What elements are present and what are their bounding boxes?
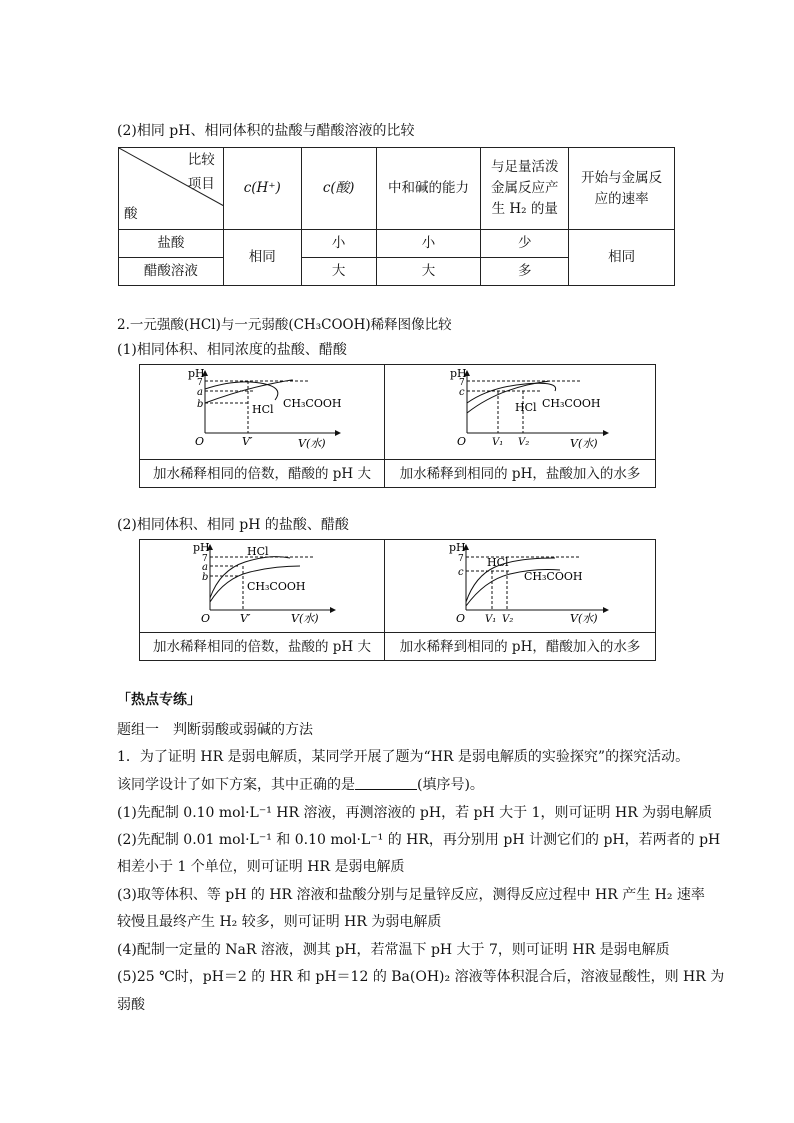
q1-option-2-line1: (2)先配制 0.01 mol·L⁻¹ 和 0.10 mol·L⁻¹ 的 HR，再分别用 pH 计测它们的 pH，若两者的 pH [117, 832, 721, 848]
tick-7: 7 [458, 554, 464, 564]
caption-2-right: 加水稀释到相同的 pH，醋酸加入的水多 [399, 639, 641, 655]
label-ch3cooh: CH₃COOH [283, 397, 342, 410]
q1-option-3-line2: 较慢且最终产生 H₂ 较多，则可证明 HR 为弱电解质 [117, 914, 442, 930]
tick-7: 7 [202, 554, 208, 564]
group-1-title: 题组一 判断弱酸或弱碱的方法 [117, 722, 313, 738]
axis-v-water: V(水) [291, 612, 319, 625]
tick-7: 7 [459, 378, 465, 388]
cell-hcl-neutralize: 小 [376, 230, 481, 258]
tick-v2: V₂ [502, 614, 514, 625]
q1-option-4: (4)配制一定量的 NaR 溶液，测其 pH，若常温下 pH 大于 7，则可证明 HR 是弱电解质 [117, 942, 670, 958]
caption-2-left: 加水稀释相同的倍数，盐酸的 pH 大 [153, 639, 371, 655]
section-title-comparison: (2)相同 pH、相同体积的盐酸与醋酸溶液的比较 [117, 123, 415, 139]
cell-hcl-h2: 少 [481, 230, 569, 258]
cell-ch-same: 相同 [223, 230, 301, 286]
tick-v2: V₂ [518, 437, 530, 448]
origin: O [456, 612, 466, 625]
cell-acetic-neutralize: 大 [376, 258, 481, 286]
answer-blank[interactable] [355, 777, 417, 790]
axis-v-water: V(水) [298, 437, 326, 450]
header-rate: 开始与金属反 应的速率 [569, 148, 675, 230]
q1-option-2-line2: 相差小于 1 个单位，则可证明 HR 是弱电解质 [117, 859, 405, 875]
label-hcl: HCl [487, 556, 509, 569]
q1-option-5-line2: 弱酸 [117, 997, 145, 1013]
tick-c: c [459, 387, 465, 398]
header-item: 项目 [187, 176, 215, 192]
origin: O [201, 612, 211, 625]
tick-vprime: V′ [240, 612, 251, 625]
tick-v1: V₁ [492, 437, 504, 448]
header-acid: 酸 [124, 206, 138, 223]
q1-stem-line1: 1．为了证明 HR 是弱电解质，某同学开展了题为“HR 是弱电解质的实验探究”的探究活动。 [117, 749, 690, 765]
origin: O [457, 435, 467, 448]
sub2-title: (2)相同体积、相同 pH 的盐酸、醋酸 [117, 517, 349, 533]
header-h2-amount: 与足量活泼 金属反应产 生 H₂ 的量 [481, 148, 569, 230]
tick-b: b [202, 572, 209, 583]
tick-vprime: V′ [242, 435, 253, 448]
tick-7: 7 [197, 378, 203, 388]
header-cacid: c(酸) [301, 148, 376, 230]
tick-c: c [458, 567, 464, 578]
ph-label: pH [449, 541, 466, 554]
graph-1-left [180, 365, 380, 457]
cell-acetic-h2: 多 [481, 258, 569, 286]
diagonal-header-cell [119, 148, 224, 230]
header-neutralize: 中和碱的能力 [376, 148, 481, 230]
graph-table-1 [139, 364, 656, 488]
hot-practice-header: 「热点专练」 [117, 692, 201, 708]
q1-option-1: (1)先配制 0.10 mol·L⁻¹ HR 溶液，再测溶液的 pH，若 pH 大于 1，则可证明 HR 为弱电解质 [117, 805, 713, 821]
graph-table-2 [139, 539, 656, 661]
ph-label: pH [450, 367, 467, 380]
label-ch3cooh: CH₃COOH [247, 580, 306, 593]
axis-v-water: V(水) [570, 612, 598, 625]
row-name-hcl: 盐酸 [119, 230, 224, 258]
graph-2-right [440, 540, 650, 632]
ph-label: pH [193, 541, 210, 554]
axis-v-water: V(水) [570, 437, 598, 450]
label-hcl: HCl [515, 401, 537, 414]
q1-stem-line2: 该同学设计了如下方案，其中正确的是 (填序号)。 [117, 777, 484, 793]
tick-a: a [197, 387, 203, 398]
q1-option-3-line1: (3)取等体积、等 pH 的 HR 溶液和盐酸分别与足量锌反应，测得反应过程中 HR 产生 H₂ 速率 [117, 887, 705, 903]
cell-rate-same: 相同 [569, 230, 675, 286]
comparison-table [118, 147, 675, 286]
origin: O [195, 435, 205, 448]
cell-acetic-cacid: 大 [301, 258, 376, 286]
label-ch3cooh: CH₃COOH [524, 570, 583, 583]
part2-title: 2.一元强酸(HCl)与一元弱酸(CH₃COOH)稀释图像比较 [117, 317, 452, 333]
tick-a: a [202, 562, 208, 573]
label-ch3cooh: CH₃COOH [542, 397, 601, 410]
q1-option-5-line1: (5)25 ℃时，pH＝2 的 HR 和 pH＝12 的 Ba(OH)₂ 溶液等体积混合后，溶液显酸性，则 HR 为 [117, 969, 725, 985]
tick-b: b [197, 399, 204, 410]
cell-hcl-cacid: 小 [301, 230, 376, 258]
header-ch: c(H⁺) [223, 148, 301, 230]
tick-v1: V₁ [485, 614, 497, 625]
header-compare: 比较 [187, 152, 215, 168]
ph-label: pH [188, 367, 205, 380]
graph-2-left [185, 540, 380, 632]
label-hcl: HCl [252, 403, 274, 416]
sub1-title: (1)相同体积、相同浓度的盐酸、醋酸 [117, 342, 347, 358]
caption-1-left: 加水稀释相同的倍数，醋酸的 pH 大 [153, 466, 371, 482]
caption-1-right: 加水稀释到相同的 pH，盐酸加入的水多 [399, 466, 641, 482]
label-hcl: HCl [247, 545, 269, 558]
row-name-acetic: 醋酸溶液 [119, 258, 224, 286]
graph-1-right [440, 365, 650, 457]
